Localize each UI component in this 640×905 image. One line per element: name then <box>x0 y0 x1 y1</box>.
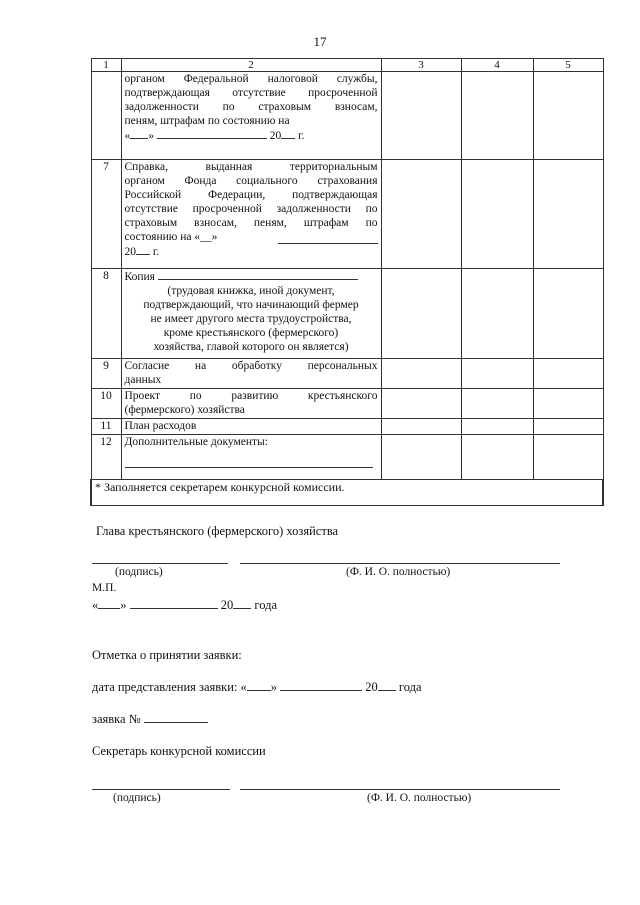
row-line: страховым взносам, пеням, штрафам по <box>124 217 378 229</box>
quote-close: » <box>148 130 154 142</box>
submission-date: дата представления заявки: « » 20 года <box>92 680 422 694</box>
table-row <box>91 435 603 480</box>
year-blank <box>281 128 295 139</box>
row-line: (трудовая книжка, иной документ, <box>167 285 335 297</box>
row-line: Проект по развитию крестьянского <box>124 390 378 402</box>
row-description <box>121 72 381 160</box>
copy-blank <box>158 269 358 280</box>
table-row <box>91 160 603 269</box>
header-cell: 3 <box>381 59 461 72</box>
table-header-row <box>91 59 603 72</box>
row-line: (фермерского) хозяйства <box>124 404 245 416</box>
row-number: 10 <box>91 389 121 419</box>
row-description <box>121 160 381 269</box>
secretary-title: Секретарь конкурсной комиссии <box>92 744 266 758</box>
row-number: 8 <box>91 269 121 359</box>
month-blank <box>278 233 378 244</box>
table-row <box>91 389 603 419</box>
number-blank <box>144 712 208 723</box>
row-description <box>121 269 381 359</box>
row-description: План расходов <box>121 419 381 435</box>
signature-line <box>92 563 228 564</box>
page-number: 17 <box>313 34 327 49</box>
row-line: Дополнительные документы: <box>124 436 268 448</box>
acceptance-title: Отметка о принятии заявки: <box>92 648 242 662</box>
table-row <box>91 72 603 160</box>
fio-line <box>240 563 560 564</box>
signature-date: « » 20 года <box>92 598 277 612</box>
month-blank <box>157 128 267 139</box>
row-description <box>121 359 381 389</box>
sign-label: (подпись) <box>113 792 161 804</box>
date-line <box>125 128 378 143</box>
row-line: Российской Федерации, подтверждающая <box>124 189 378 201</box>
row-line: органом Фонда социального страхования <box>124 175 378 187</box>
row-number: 9 <box>91 359 121 389</box>
table-row <box>91 359 603 389</box>
month-blank <box>280 680 362 691</box>
fio-label: (Ф. И. О. полностью) <box>367 792 472 804</box>
fio-line <box>240 789 560 790</box>
day-blank <box>247 680 271 691</box>
year-blank <box>378 680 396 691</box>
row-description <box>121 389 381 419</box>
row-line: задолженности по страховым взносам, <box>124 101 378 113</box>
sign-label: (подпись) <box>115 566 163 578</box>
signature-line <box>92 789 230 790</box>
table-row <box>91 419 603 435</box>
year-blank <box>136 244 150 255</box>
row-number: 12 <box>91 435 121 480</box>
head-title: Глава крестьянского (фермерского) хозяйства <box>96 524 339 538</box>
row-line: не имеет другого места трудоустройства, <box>150 313 352 325</box>
quote-open: « <box>124 130 131 142</box>
row-line: Копия <box>125 269 378 284</box>
header-cell: 2 <box>121 59 381 72</box>
row-line: хозяйства, главой которого он является) <box>153 341 349 353</box>
documents-table <box>90 58 604 506</box>
row-line: отсутствие просроченной задолженности по <box>124 203 378 215</box>
row-line: данных <box>124 374 162 386</box>
row-line: органом Федеральной налоговой службы, <box>124 73 378 85</box>
fio-label: (Ф. И. О. полностью) <box>346 566 451 578</box>
row-number: 11 <box>91 419 121 435</box>
additional-docs-blank <box>125 457 373 468</box>
day-blank <box>98 598 120 609</box>
table-row <box>91 269 603 359</box>
header-cell: 1 <box>91 59 121 72</box>
day-blank <box>130 128 148 139</box>
application-number: заявка № <box>92 712 208 727</box>
row-number: 7 <box>91 160 121 269</box>
footnote-row <box>91 480 603 506</box>
header-cell: 5 <box>533 59 603 72</box>
row-line: Справка, выданная территориальным <box>124 161 378 173</box>
year-line: 20 г. <box>124 246 160 258</box>
row-line: Согласие на обработку персональных <box>124 360 378 372</box>
header-cell: 4 <box>461 59 533 72</box>
stamp-label: М.П. <box>92 582 117 594</box>
year-suffix: г. <box>298 130 305 142</box>
year-prefix: 20 <box>269 130 282 142</box>
row-line: состоянию на «__» <box>125 230 378 244</box>
month-blank <box>130 598 218 609</box>
row-line: кроме крестьянского (фермерского) <box>163 327 339 339</box>
row-line: подтверждающий, что начинающий фермер <box>143 299 359 311</box>
row-description <box>121 435 381 480</box>
footnote: * Заполняется секретарем конкурсной комиссии. <box>91 480 603 506</box>
row-number <box>91 72 121 160</box>
year-blank <box>233 598 251 609</box>
row-line: пеням, штрафам по состоянию на <box>124 115 290 127</box>
row-line: подтверждающая отсутствие просроченной <box>124 87 378 99</box>
